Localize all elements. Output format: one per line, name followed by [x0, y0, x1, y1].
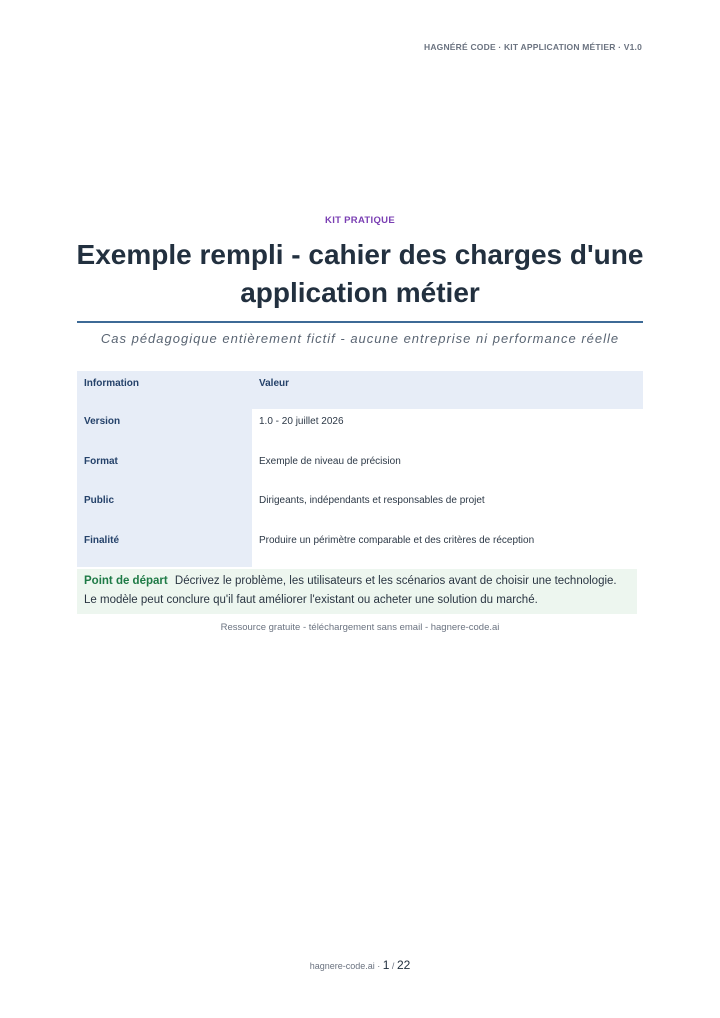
table-header-value: Valeur: [252, 371, 643, 409]
row-label-format: Format: [77, 449, 252, 489]
page-footer: [0, 958, 720, 972]
row-value-format: Exemple de niveau de précision: [252, 449, 643, 489]
row-label-public: Public: [77, 488, 252, 528]
starting-point-callout: [77, 569, 637, 614]
footer-current-page: 1: [382, 958, 390, 972]
table-header-information: Information: [77, 371, 252, 409]
resource-note: Ressource gratuite - téléchargement sans email - hagnere-code.ai: [220, 622, 500, 633]
table-header-row: [77, 371, 643, 409]
callout-lead: Point de départ: [84, 575, 168, 587]
title-divider: [77, 321, 643, 323]
table-row: [77, 409, 643, 449]
kicker-label: KIT PRATIQUE: [325, 215, 395, 226]
document-info-table: [77, 371, 643, 567]
row-label-version: Version: [77, 409, 252, 449]
document-subtitle: Cas pédagogique entièrement fictif - aucune entreprise ni performance réelle: [100, 331, 620, 346]
table-row: [77, 488, 643, 528]
footer-total-pages: 22: [396, 958, 411, 972]
document-title: Exemple rempli - cahier des charges d'une application métier: [76, 239, 644, 308]
running-header: HAGNÉRÉ CODE · KIT APPLICATION MÉTIER · V1.0: [423, 42, 642, 52]
table-row: [77, 449, 643, 489]
row-value-public: Dirigeants, indépendants et responsables de projet: [252, 488, 643, 528]
footer-site: hagnere-code.ai ·: [309, 961, 383, 971]
footer-separator: /: [389, 961, 397, 971]
row-value-finalite: Produire un périmètre comparable et des critères de réception: [252, 528, 643, 568]
row-label-finalite: Finalité: [77, 528, 252, 568]
row-value-version: 1.0 - 20 juillet 2026: [252, 409, 643, 449]
callout-text: Décrivez le problème, les utilisateurs et les scénarios avant de choisir une technologie. Le modèle peut conclure qu'il faut améliorer l'existant ou acheter une solution du marché.: [84, 575, 617, 606]
table-row: [77, 528, 643, 568]
